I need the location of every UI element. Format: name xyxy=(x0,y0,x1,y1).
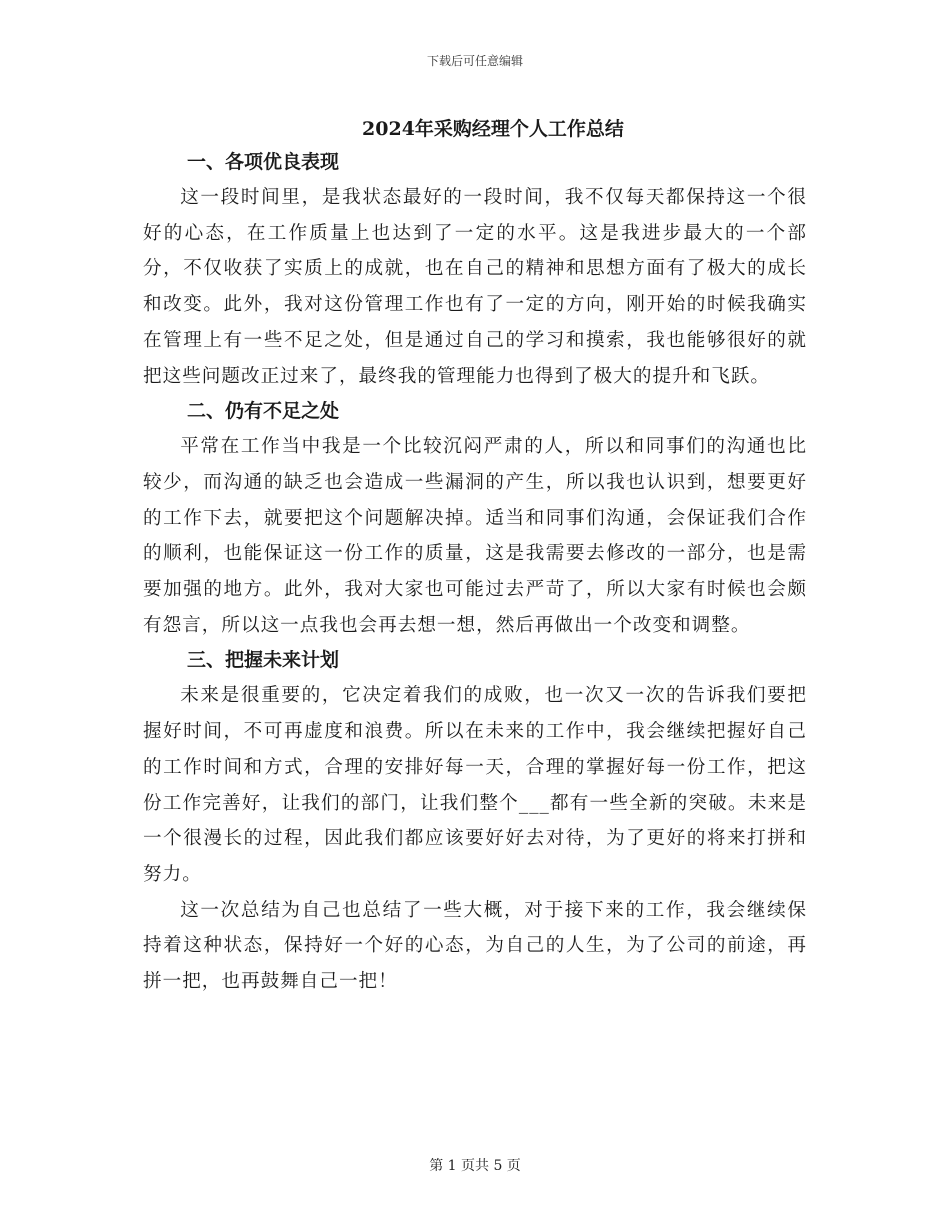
closing-paragraph: 这一次总结为自己也总结了一些大概，对于接下来的工作，我会继续保持着这种状态，保持好一个好的心态，为自己的人生，为了公司的前途，再拼一把，也再鼓舞自己一把！ xyxy=(143,899,807,993)
section-heading: 三、把握未来计划 xyxy=(187,649,340,672)
section-paragraph: 未来是很重要的，它决定着我们的成败，也一次又一次的告诉我们要把握好时间，不可再虚度和浪费。所以在未来的工作中，我会继续把握好自己的工作时间和方式，合理的安排好每一天，合理的掌握好每一份工作，把这份工作完善好，让我们的部门，让我们整个___都有一些全新的突破。未来是一个很漫长的过程，因此我们都应该要好好去对待，为了更好的将来打拼和努力。 xyxy=(143,685,807,885)
section-future-plan xyxy=(143,643,807,999)
document-title: 2024年采购经理个人工作总结 xyxy=(362,118,624,140)
page-number-indicator: 第 1 页共 5 页 xyxy=(429,1158,521,1174)
section-heading: 一、各项优良表现 xyxy=(187,151,340,173)
section-heading: 二、仍有不足之处 xyxy=(187,400,340,423)
section-paragraph: 这一段时间里，是我状态最好的一段时间，我不仅每天都保持这一个很好的心态，在工作质量上也达到了一定的水平。这是我进步最大的一个部分，不仅收获了实质上的成就，也在自己的精神和思想方面有了极大的成长和改变。此外，我对这份管理工作也有了一定的方向，刚开始的时候我确实在管理上有一些不足之处，但是通过自己的学习和摸索，我也能够很好的就把这些问题改正过来了，最终我的管理能力也得到了极大的提升和飞跃。 xyxy=(143,187,807,387)
section-shortcomings xyxy=(143,394,807,643)
document-body xyxy=(143,113,807,1000)
section-performance xyxy=(143,145,807,394)
page-header-note: 下载后可任意编辑 xyxy=(426,54,523,68)
section-paragraph: 平常在工作当中我是一个比较沉闷严肃的人，所以和同事们的沟通也比较少，而沟通的缺乏也会造成一些漏洞的产生，所以我也认识到，想要更好的工作下去，就要把这个问题解决掉。适当和同事们沟通，会保证我们合作的顺利，也能保证这一份工作的质量，这是我需要去修改的一部分，也是需要加强的地方。此外，我对大家也可能过去严苛了，所以大家有时候也会颇有怨言，所以这一点我也会再去想一想，然后再做出一个改变和调整。 xyxy=(143,436,807,636)
